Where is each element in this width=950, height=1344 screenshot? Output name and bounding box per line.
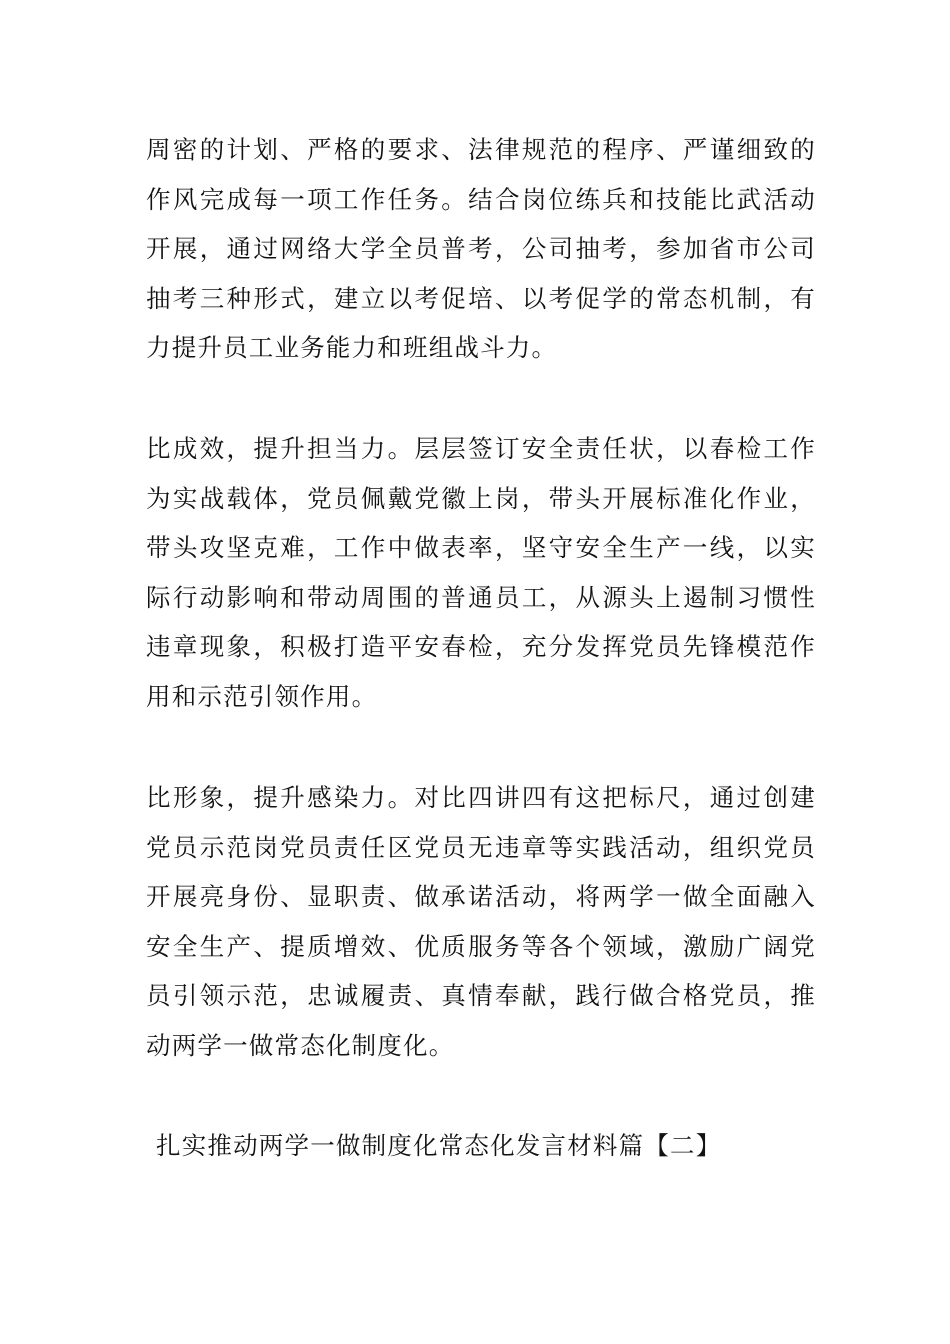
paragraph-line: 开展亮身份、显职责、做承诺活动，将两学一做全面融入 <box>146 882 816 911</box>
paragraph-line: 带头攻坚克难，工作中做表率，坚守安全生产一线，以实 <box>146 533 816 562</box>
paragraph-1 <box>146 125 816 373</box>
paragraph-line: 抽考三种形式，建立以考促培、以考促学的常态机制，有 <box>146 283 816 313</box>
paragraph-2 <box>146 424 816 721</box>
paragraph-line: 际行动影响和带动周围的普通员工，从源头上遏制习惯性 <box>146 582 816 612</box>
paragraph-line: 力提升员工业务能力和班组战斗力。 <box>146 333 558 362</box>
paragraph-line: 开展，通过网络大学全员普考，公司抽考，参加省市公司 <box>146 234 816 263</box>
paragraph-3 <box>146 773 816 1070</box>
paragraph-line: 作风完成每一项工作任务。结合岗位练兵和技能比武活动 <box>146 184 816 214</box>
paragraph-line: 为实战载体，党员佩戴党徽上岗，带头开展标准化作业， <box>146 483 816 513</box>
paragraph-line: 党员示范岗党员责任区党员无违章等实践活动，组织党员 <box>146 832 816 862</box>
section-heading: 扎实推动两学一做制度化常态化发言材料篇【二】 <box>156 1131 722 1160</box>
paragraph-line: 违章现象，积极打造平安春检，充分发挥党员先锋模范作 <box>146 632 816 661</box>
paragraph-line: 用和示范引领作用。 <box>146 681 378 711</box>
paragraph-line: 比形象，提升感染力。对比四讲四有这把标尺，通过创建 <box>146 783 816 812</box>
paragraph-line: 安全生产、提质增效、优质服务等各个领域，激励广阔党 <box>146 931 816 961</box>
paragraph-line: 比成效，提升担当力。层层签订安全责任状，以春检工作 <box>146 434 816 463</box>
paragraph-line: 动两学一做常态化制度化。 <box>146 1030 455 1060</box>
paragraph-line: 周密的计划、严格的要求、法律规范的程序、严谨细致的 <box>146 135 816 164</box>
paragraph-line: 员引领示范，忠诚履责、真情奉献，践行做合格党员，推 <box>146 981 816 1010</box>
